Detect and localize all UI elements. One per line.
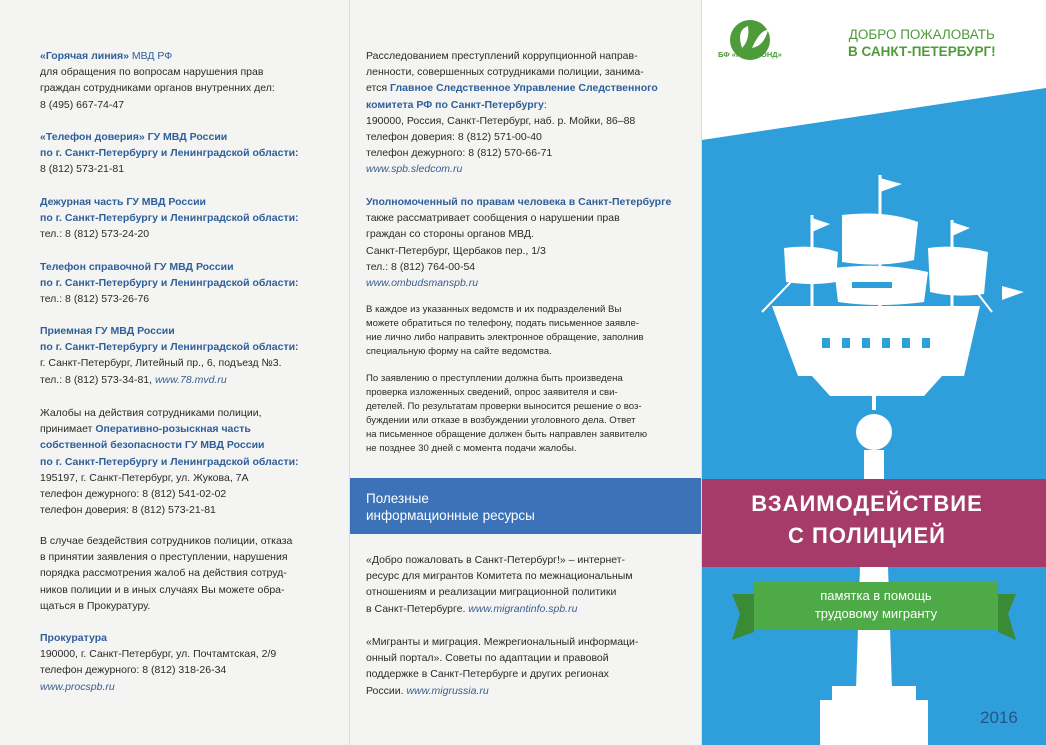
contact-hotline — [40, 48, 275, 113]
complaints-unit-2: собственной безопасности ГУ МВД России — [40, 439, 265, 452]
migrussia-link[interactable]: www.migrussia.ru — [406, 684, 489, 697]
title-line-1: ВЗАИМОДЕЙСТВИЕ — [751, 491, 983, 516]
complaints-accepts: принимает — [40, 423, 96, 436]
procedure-note — [366, 372, 647, 456]
brand-name: БФ «ПСП-ФОНД» — [718, 50, 782, 59]
title-line-2: С ПОЛИЦИЕЙ — [788, 523, 946, 548]
complaints-trust-phone: телефон доверия: 8 (812) 573-21-81 — [40, 504, 216, 517]
prosecutor-address: 190000, г. Санкт-Петербург, ул. Почтамтская, 2/9 — [40, 648, 277, 661]
trust-org: ГУ МВД России — [144, 131, 228, 143]
contact-trust-line — [40, 129, 299, 178]
contact-investigative-committee — [366, 48, 658, 178]
contact-info-desk — [40, 259, 299, 308]
info-desk-region: по г. Санкт-Петербургу и Ленинградской области: — [40, 277, 299, 290]
prosecutor-website-link[interactable]: www.procspb.ru — [40, 680, 115, 693]
sk-website-link[interactable]: www.spb.sledcom.ru — [366, 163, 463, 176]
trust-phone: 8 (812) 573-21-81 — [40, 163, 125, 176]
appeal-note-3: ние лично либо направить электронное обращение, заполнив — [366, 332, 644, 343]
panel-cover — [702, 0, 1046, 745]
complaints-region: по г. Санкт-Петербургу и Ленинградской области: — [40, 455, 299, 468]
contact-prosecutor — [40, 630, 276, 695]
reception-website-link[interactable]: www.78.mvd.ru — [154, 373, 227, 386]
welcome-heading — [848, 26, 996, 60]
duty-title: Дежурная часть ГУ МВД России — [40, 196, 206, 208]
complaints-unit: Оперативно-розыскная часть — [95, 423, 251, 436]
procedure-note-2: проверка изложенных сведений, опрос заявителя и сви- — [366, 387, 618, 398]
subtitle-ribbon — [754, 582, 998, 630]
panel-contacts-left — [0, 0, 350, 745]
hotline-label: «Горячая линия» — [40, 50, 129, 62]
complaints-duty-phone: телефон дежурного: 8 (812) 541-02-02 — [40, 488, 227, 501]
welcome-line-2: В САНКТ-ПЕТЕРБУРГ! — [848, 44, 996, 59]
prosecutor-note-4: ников полиции и в иных случаях Вы можете обра- — [40, 583, 285, 596]
resource-1-text-3: отношениям и реализации миграционной политики — [366, 586, 617, 599]
panel-contacts-middle — [350, 0, 702, 745]
resources-heading-2: информационные ресурсы — [366, 508, 535, 523]
contact-complaints — [40, 405, 299, 518]
contact-ombudsman — [366, 194, 671, 291]
resource-2-text-2: онный портал». Советы по адаптации и правовой — [366, 652, 609, 665]
appeal-note-4: специальную форму на сайте ведомства. — [366, 346, 552, 357]
ombudsman-title: Уполномоченный по правам человека в Санкт-Петербурге — [366, 196, 672, 208]
resource-migrantinfo — [366, 552, 633, 617]
contact-reception — [40, 323, 299, 388]
resource-2-text-4: России. — [366, 684, 407, 697]
ombudsman-desc-2: граждан со стороны органов МВД. — [366, 228, 534, 241]
trust-region: по г. Санкт-Петербургу и Ленинградской области: — [40, 147, 299, 160]
reception-title: Приемная ГУ МВД России — [40, 325, 175, 337]
resource-migrussia — [366, 634, 638, 699]
welcome-line-1: ДОБРО ПОЖАЛОВАТЬ — [848, 27, 995, 42]
resources-heading-1: Полезные — [366, 491, 429, 506]
publication-year: 2016 — [980, 708, 1018, 727]
hotline-desc-2: граждан сотрудниками органов внутренних дел: — [40, 82, 275, 95]
reception-address: г. Санкт-Петербург, Литейный пр., 6, подъезд №3. — [40, 357, 282, 370]
prosecutor-note-3: порядка рассмотрения жалоб на действия сотруд- — [40, 567, 287, 580]
resource-1-text-2: ресурс для мигрантов Комитета по межнациональным — [366, 570, 633, 583]
procedure-note-4: буждении или отказе в возбуждении уголовного дела. Ответ — [366, 415, 636, 426]
hotline-phone: 8 (495) 667-74-47 — [40, 98, 125, 111]
reception-region: по г. Санкт-Петербургу и Ленинградской области: — [40, 341, 299, 354]
sk-intro-1: Расследованием преступлений коррупционной направ- — [366, 50, 638, 62]
cover-artwork — [702, 0, 1046, 745]
prosecutor-note-1: В случае бездействия сотрудников полиции, отказа — [40, 535, 293, 547]
subtitle-line-2: трудовому мигранту — [814, 606, 938, 621]
migrantinfo-link[interactable]: www.migrantinfo.spb.ru — [468, 602, 578, 615]
duty-phone: тел.: 8 (812) 573-24-20 — [40, 228, 150, 241]
procedure-note-5: на письменное обращение должен быть направлен заявителю — [366, 429, 648, 440]
complaints-address: 195197, г. Санкт-Петербург, ул. Жукова, 7А — [40, 471, 249, 484]
resources-heading — [366, 490, 535, 524]
info-desk-title: Телефон справочной ГУ МВД России — [40, 261, 234, 273]
title-band — [702, 479, 1046, 567]
reception-phone: тел.: 8 (812) 573-34-81, — [40, 373, 155, 386]
ombudsman-address: Санкт-Петербург, Щербаков пер., 1/3 — [366, 244, 546, 257]
duty-region: по г. Санкт-Петербургу и Ленинградской области: — [40, 212, 299, 225]
info-desk-phone: тел.: 8 (812) 573-26-76 — [40, 293, 150, 306]
hotline-desc-1: для обращения по вопросам нарушения прав — [40, 66, 264, 79]
subtitle-line-1: памятка в помощь — [820, 588, 932, 603]
prosecutor-title: Прокуратура — [40, 632, 107, 644]
sk-org-2: комитета РФ по Санкт-Петербургу — [366, 98, 544, 111]
ombudsman-phone: тел.: 8 (812) 764-00-54 — [366, 260, 476, 273]
sk-address: 190000, Россия, Санкт-Петербург, наб. р. Мойки, 86–88 — [366, 114, 636, 127]
appeal-note-1: В каждое из указанных ведомств и их подразделений Вы — [366, 304, 622, 315]
ombudsman-website-link[interactable]: www.ombudsmanspb.ru — [366, 277, 479, 290]
sk-duty-phone: телефон дежурного: 8 (812) 570-66-71 — [366, 147, 553, 160]
procedure-note-1: По заявлению о преступлении должна быть произведена — [366, 373, 623, 384]
prosecutor-note-2: в принятии заявления о преступлении, нарушения — [40, 551, 288, 564]
resource-2-text-1: «Мигранты и миграция. Межрегиональный информаци- — [366, 636, 639, 648]
resource-2-text-3: поддержке в Санкт-Петербурге и других регионах — [366, 668, 609, 681]
appeal-note-2: можете обратиться по телефону, подать письменное заявле- — [366, 318, 640, 329]
sk-org: Главное Следственное Управление Следственного — [390, 82, 658, 95]
procedure-note-3: детелей. По результатам проверки выносится решение о воз- — [366, 401, 642, 412]
resource-1-text-1: «Добро пожаловать в Санкт-Петербург!» – интернет- — [366, 554, 626, 566]
prosecutor-phone: телефон дежурного: 8 (812) 318-26-34 — [40, 664, 227, 677]
ombudsman-desc-1: также рассматривает сообщения о нарушении прав — [366, 212, 620, 225]
resource-1-text-4: в Санкт-Петербурге. — [366, 602, 469, 615]
sk-colon: : — [543, 98, 547, 111]
complaints-intro: Жалобы на действия сотрудниками полиции, — [40, 407, 262, 419]
sk-trust-phone: телефон доверия: 8 (812) 571-00-40 — [366, 131, 542, 144]
sk-intro-3: ется — [366, 82, 391, 95]
appeal-note — [366, 303, 644, 359]
sk-intro-2: ленности, совершенных сотрудниками полиции, занима- — [366, 66, 644, 79]
trust-label: «Телефон доверия» — [40, 131, 145, 143]
procedure-note-6: не позднее 30 дней с момента подачи жалобы. — [366, 443, 577, 454]
resources-heading-band — [350, 478, 702, 534]
contact-duty — [40, 194, 299, 243]
prosecutor-note — [40, 533, 292, 614]
prosecutor-note-5: щаться в Прокуратуру. — [40, 599, 151, 612]
hotline-org: МВД РФ — [128, 50, 173, 62]
